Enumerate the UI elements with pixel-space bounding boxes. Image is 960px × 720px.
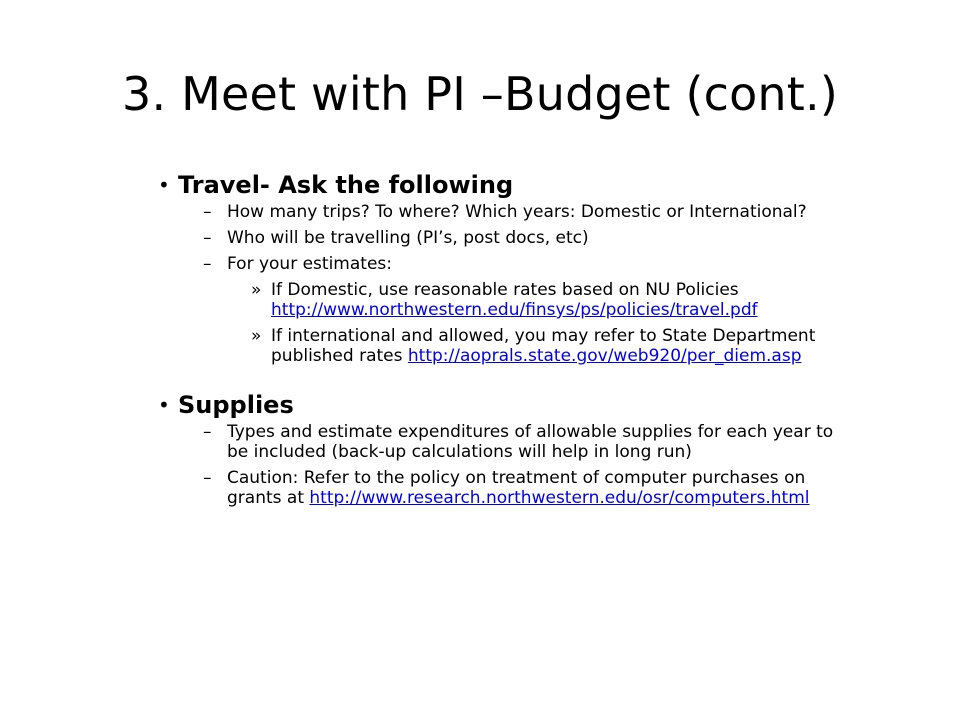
- dash-icon: –: [203, 422, 212, 442]
- raquo-icon: »: [251, 326, 262, 346]
- travel-subitem-domestic: [251, 280, 898, 320]
- international-text-line2: published rates: [271, 346, 408, 366]
- international-text-line1: If international and allowed, you may refer to State Department: [271, 326, 816, 346]
- bullet-travel: [158, 170, 898, 200]
- travel-subitem-international: [251, 326, 898, 366]
- computers-policy-link[interactable]: http://www.research.northwestern.edu/osr/computers.html: [309, 488, 810, 508]
- supplies-heading: Supplies: [178, 391, 294, 419]
- travel-item-trips: [203, 202, 898, 222]
- bullet-icon: •: [158, 393, 170, 417]
- supplies-types-line1: Types and estimate expenditures of allowable supplies for each year to: [227, 422, 834, 442]
- dash-icon: –: [203, 468, 212, 488]
- travel-item-who-text: Who will be travelling (PI’s, post docs, etc): [227, 228, 589, 248]
- travel-heading: Travel- Ask the following: [178, 171, 514, 199]
- raquo-icon: »: [251, 280, 262, 300]
- travel-item-estimates-text: For your estimates:: [227, 254, 392, 274]
- dash-icon: –: [203, 228, 212, 248]
- domestic-text: If Domestic, use reasonable rates based on NU Policies: [271, 280, 739, 300]
- slide-body: [158, 170, 898, 508]
- bullet-icon: •: [158, 173, 170, 197]
- supplies-item-caution: [203, 468, 898, 508]
- dash-icon: –: [203, 202, 212, 222]
- caution-line2: grants at: [227, 488, 310, 508]
- per-diem-link[interactable]: http://aoprals.state.gov/web920/per_diem.asp: [407, 346, 802, 366]
- caution-line1: Caution: Refer to the policy on treatment of computer purchases on: [227, 468, 806, 488]
- supplies-types-line2: be included (back-up calculations will help in long run): [227, 442, 692, 462]
- travel-item-trips-text: How many trips? To where? Which years: Domestic or International?: [227, 202, 807, 222]
- slide-title: 3. Meet with PI –Budget (cont.): [121, 67, 838, 121]
- dash-icon: –: [203, 254, 212, 274]
- supplies-item-types: [203, 422, 898, 462]
- travel-item-who: [203, 228, 898, 248]
- travel-item-estimates: [203, 254, 898, 274]
- domestic-policy-link[interactable]: http://www.northwestern.edu/finsys/ps/policies/travel.pdf: [271, 300, 758, 320]
- bullet-supplies: [158, 390, 898, 420]
